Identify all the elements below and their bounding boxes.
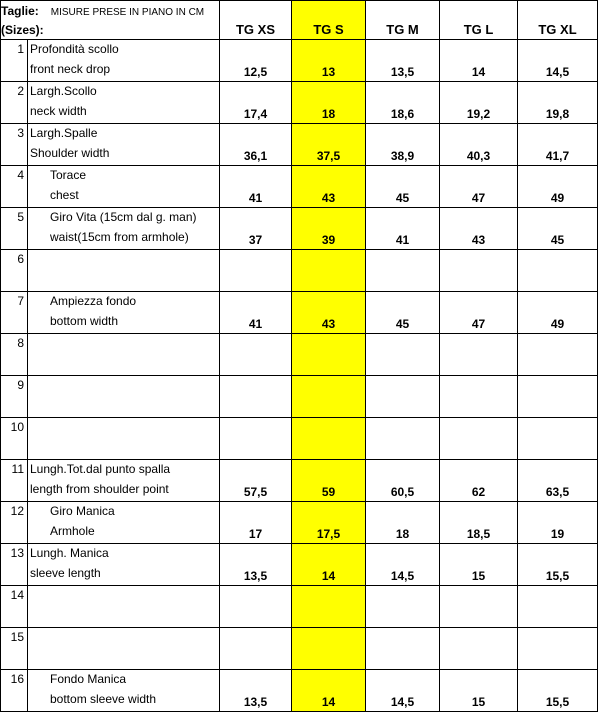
size-col-xl: TG XL (518, 20, 598, 40)
size-col-l: TG L (440, 20, 518, 40)
measurement-label-it: Torace (50, 168, 87, 182)
value-cell-xs: 12,5 (220, 40, 292, 82)
value-cell-xs: 13,5 (220, 544, 292, 586)
table-row (1, 40, 598, 82)
value-cell-m (366, 334, 440, 376)
table-row (1, 82, 598, 124)
size-col-s: TG S (292, 20, 366, 40)
value-cell-xs: 37 (220, 208, 292, 250)
value-cell-l: 43 (440, 208, 518, 250)
value-cell-xl (518, 250, 598, 292)
value-cell-l: 40,3 (440, 124, 518, 166)
measurement-description (28, 82, 220, 124)
row-number: 8 (1, 334, 28, 376)
value-cell-xs (220, 418, 292, 460)
measurement-label-it: Lungh. Manica (30, 546, 109, 560)
value-cell-m: 14,5 (366, 544, 440, 586)
measurement-description (28, 124, 220, 166)
value-cell-xl: 19,8 (518, 82, 598, 124)
row-number: 5 (1, 208, 28, 250)
value-cell-m (366, 628, 440, 670)
value-cell-s: 17,5 (292, 502, 366, 544)
value-cell-xl: 49 (518, 292, 598, 334)
table-row (1, 124, 598, 166)
table-row (1, 292, 598, 334)
table-row (1, 166, 598, 208)
measurement-description (28, 250, 220, 292)
measurement-label-en: chest (50, 188, 79, 202)
value-cell-xs: 13,5 (220, 670, 292, 712)
measurement-description (28, 208, 220, 250)
value-cell-xl: 15,5 (518, 670, 598, 712)
row-number: 9 (1, 376, 28, 418)
measurement-label-it: Lungh.Tot.dal punto spalla (30, 462, 171, 476)
table-row (1, 460, 598, 502)
measurement-label-it: Ampiezza fondo (50, 294, 137, 308)
value-cell-xs: 57,5 (220, 460, 292, 502)
title-label: Taglie: (1, 3, 39, 18)
value-cell-s (292, 376, 366, 418)
value-cell-s: 14 (292, 670, 366, 712)
table-row (1, 544, 598, 586)
table-row (1, 628, 598, 670)
measurement-label-it: Giro Manica (50, 504, 115, 518)
value-cell-s (292, 334, 366, 376)
value-cell-xl: 41,7 (518, 124, 598, 166)
value-cell-m: 18 (366, 502, 440, 544)
value-cell-l: 62 (440, 460, 518, 502)
value-cell-xl: 63,5 (518, 460, 598, 502)
value-cell-l: 15 (440, 544, 518, 586)
value-cell-xl (518, 586, 598, 628)
value-cell-xl: 14,5 (518, 40, 598, 82)
value-cell-l (440, 334, 518, 376)
row-number: 2 (1, 82, 28, 124)
measurement-label-en: length from shoulder point (30, 482, 169, 496)
measurement-label-en: bottom sleeve width (50, 692, 157, 706)
value-cell-s: 18 (292, 82, 366, 124)
measurement-label-it: Largh.Spalle (30, 126, 98, 140)
value-cell-s: 43 (292, 166, 366, 208)
row-number: 15 (1, 628, 28, 670)
sizes-label: (Sizes): (1, 20, 220, 40)
value-cell-xl (518, 628, 598, 670)
value-cell-s (292, 628, 366, 670)
row-number: 13 (1, 544, 28, 586)
size-col-m: TG M (366, 20, 440, 40)
value-cell-s: 43 (292, 292, 366, 334)
row-number: 7 (1, 292, 28, 334)
value-cell-m (366, 376, 440, 418)
table-row (1, 586, 598, 628)
value-cell-xl (518, 334, 598, 376)
table-row (1, 418, 598, 460)
row-number: 1 (1, 40, 28, 82)
value-cell-m: 41 (366, 208, 440, 250)
table-row (1, 334, 598, 376)
row-number: 3 (1, 124, 28, 166)
table-row (1, 670, 598, 712)
value-cell-l: 47 (440, 166, 518, 208)
measurement-label-en: Armhole (50, 524, 95, 538)
value-cell-xs (220, 628, 292, 670)
measurement-description (28, 376, 220, 418)
size-header-row (1, 20, 598, 40)
value-cell-s (292, 418, 366, 460)
measurement-label-en: front neck drop (30, 62, 111, 76)
measurement-label-en: waist(15cm from armhole) (50, 230, 189, 244)
value-cell-m: 18,6 (366, 82, 440, 124)
value-cell-xl: 15,5 (518, 544, 598, 586)
value-cell-s: 59 (292, 460, 366, 502)
value-cell-l (440, 376, 518, 418)
value-cell-xl (518, 376, 598, 418)
value-cell-l: 47 (440, 292, 518, 334)
measurement-description (28, 418, 220, 460)
value-cell-xl: 49 (518, 166, 598, 208)
value-cell-s (292, 250, 366, 292)
value-cell-m: 13,5 (366, 40, 440, 82)
value-cell-l (440, 250, 518, 292)
value-cell-m: 38,9 (366, 124, 440, 166)
measurement-description (28, 166, 220, 208)
measurement-note: MISURE PRESE IN PIANO IN CM (50, 6, 205, 18)
measurement-label-en: sleeve length (30, 566, 101, 580)
value-cell-m: 14,5 (366, 670, 440, 712)
value-cell-s: 13 (292, 40, 366, 82)
measurement-label-en: bottom width (50, 314, 119, 328)
measurement-description (28, 628, 220, 670)
value-cell-s: 37,5 (292, 124, 366, 166)
row-number: 12 (1, 502, 28, 544)
measurement-description (28, 502, 220, 544)
value-cell-l (440, 628, 518, 670)
value-cell-xs (220, 250, 292, 292)
value-cell-xl (518, 418, 598, 460)
measurement-label-en: Shoulder width (30, 146, 110, 160)
row-number: 14 (1, 586, 28, 628)
value-cell-xs (220, 586, 292, 628)
value-cell-xs: 36,1 (220, 124, 292, 166)
measurement-description (28, 334, 220, 376)
row-number: 4 (1, 166, 28, 208)
chart-title (1, 1, 220, 21)
value-cell-s: 14 (292, 544, 366, 586)
value-cell-m (366, 586, 440, 628)
measurement-label-it: Largh.Scollo (30, 84, 97, 98)
measurement-description (28, 40, 220, 82)
measurement-description (28, 292, 220, 334)
measurement-label-en: neck width (30, 104, 87, 118)
row-number: 6 (1, 250, 28, 292)
value-cell-xs: 41 (220, 292, 292, 334)
value-cell-xl: 19 (518, 502, 598, 544)
row-number: 11 (1, 460, 28, 502)
value-cell-xs (220, 376, 292, 418)
table-row (1, 208, 598, 250)
value-cell-l: 15 (440, 670, 518, 712)
value-cell-xl: 45 (518, 208, 598, 250)
table-row (1, 250, 598, 292)
measurement-description (28, 586, 220, 628)
measurement-label-it: Profondità scollo (30, 42, 119, 56)
value-cell-s: 39 (292, 208, 366, 250)
value-cell-xs (220, 334, 292, 376)
value-cell-xs: 41 (220, 166, 292, 208)
table-row (1, 376, 598, 418)
value-cell-l (440, 586, 518, 628)
value-cell-l: 19,2 (440, 82, 518, 124)
value-cell-xs: 17,4 (220, 82, 292, 124)
value-cell-m (366, 418, 440, 460)
value-cell-l: 14 (440, 40, 518, 82)
row-number: 16 (1, 670, 28, 712)
row-number: 10 (1, 418, 28, 460)
measurement-description (28, 670, 220, 712)
value-cell-xs: 17 (220, 502, 292, 544)
measurement-description (28, 544, 220, 586)
measurement-description (28, 460, 220, 502)
value-cell-m: 60,5 (366, 460, 440, 502)
value-cell-m: 45 (366, 166, 440, 208)
value-cell-m (366, 250, 440, 292)
value-cell-m: 45 (366, 292, 440, 334)
measurement-label-it: Fondo Manica (50, 672, 127, 686)
title-row (1, 1, 598, 21)
value-cell-l: 18,5 (440, 502, 518, 544)
table-row (1, 502, 598, 544)
value-cell-l (440, 418, 518, 460)
size-col-xs: TG XS (220, 20, 292, 40)
value-cell-s (292, 586, 366, 628)
measurement-label-it: Giro Vita (15cm dal g. man) (50, 210, 197, 224)
